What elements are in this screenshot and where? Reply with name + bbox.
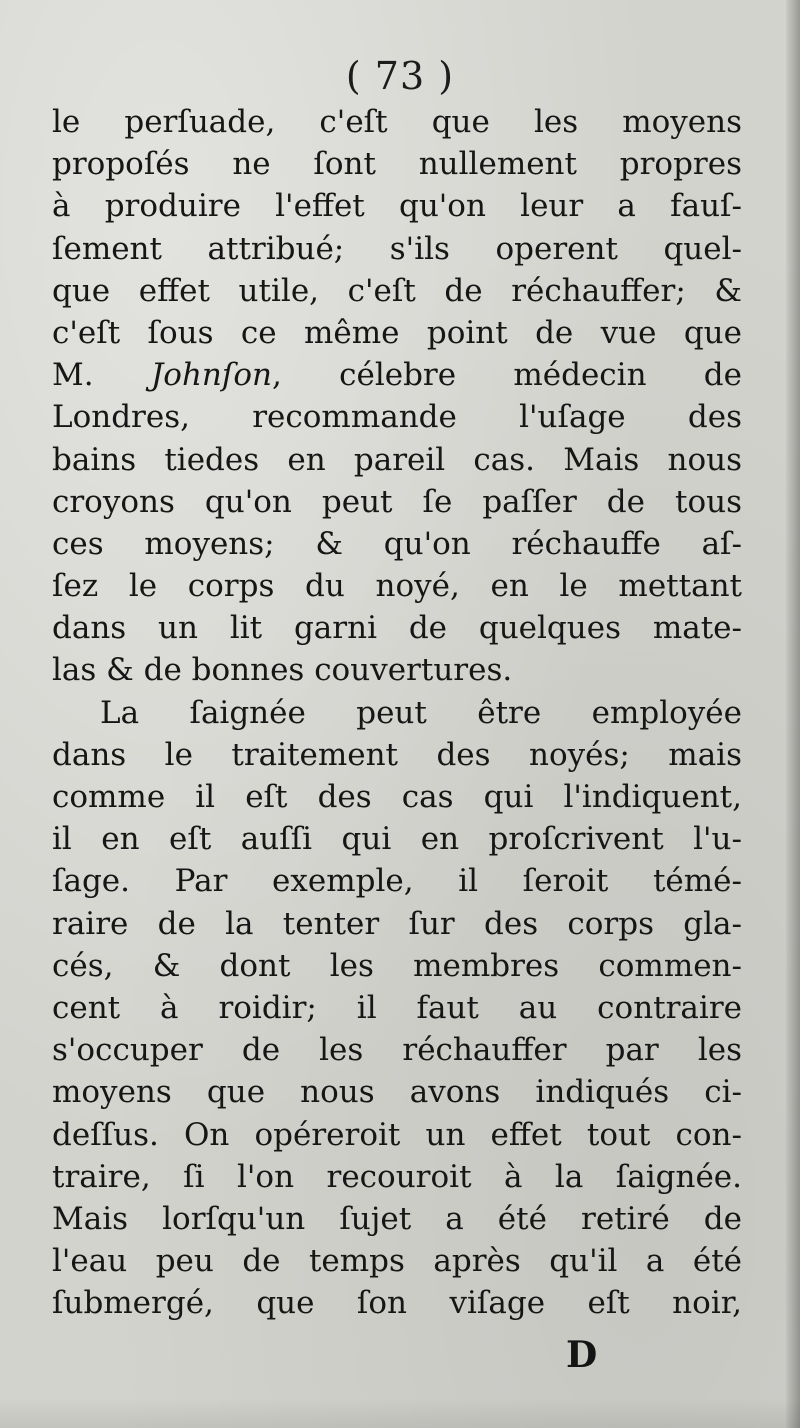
page-bottom-shadow bbox=[0, 1398, 800, 1428]
text-line: ſubmergé, que ſon viſage eſt noir, bbox=[52, 1285, 742, 1322]
text-line: moyens que nous avons indiqués ci- bbox=[52, 1074, 742, 1111]
italic-name: Johnſon bbox=[150, 357, 272, 394]
text-line: cent à roidir; il faut au contraire bbox=[52, 989, 742, 1026]
text-line: c'eſt ſous ce même point de vue que bbox=[52, 314, 742, 351]
text-line: ces moyens; & qu'on réchauffe aſ- bbox=[52, 525, 742, 562]
text-fragment: , célebre médecin de bbox=[272, 357, 742, 394]
text-line: Mais lorſqu'un ſujet a été retiré de bbox=[52, 1200, 742, 1237]
text-line: ſez le corps du noyé, en le mettant bbox=[52, 568, 742, 605]
paragraph-end-line: las & de bonnes couvertures. bbox=[52, 652, 513, 689]
text-line: comme il eſt des cas qui l'indiquent, bbox=[52, 779, 742, 815]
text-line: il en eſt auſſi qui en proſcrivent l'u- bbox=[52, 821, 742, 858]
page-number: ( 73 ) bbox=[345, 54, 455, 98]
text-line: ſement attribué; s'ils operent quel- bbox=[52, 230, 742, 267]
text-line: ſage. Par exemple, il ſeroit témé- bbox=[52, 863, 742, 900]
text-line-with-name bbox=[52, 354, 742, 396]
text-line: le perſuade, c'eſt que les moyens bbox=[52, 104, 742, 140]
body-text bbox=[52, 101, 742, 1324]
paragraph-start-line: La ſaignée peut être employée bbox=[100, 694, 742, 731]
text-line: deſſus. On opéreroit un effet tout con- bbox=[52, 1116, 742, 1153]
page-edge-shadow bbox=[786, 0, 800, 1428]
text-line: traire, ſi l'on recouroit à la ſaignée. bbox=[52, 1158, 742, 1195]
text-line: raire de la tenter ſur des corps gla- bbox=[52, 905, 742, 942]
text-line: propoſés ne ſont nullement propres bbox=[52, 146, 742, 183]
signature-mark: D bbox=[566, 1334, 598, 1376]
text-fragment: M. bbox=[52, 357, 94, 394]
text-line: Londres, recommande l'uſage des bbox=[52, 399, 742, 436]
text-line: s'occuper de les réchauffer par les bbox=[52, 1032, 742, 1069]
text-line: bains tiedes en pareil cas. Mais nous bbox=[52, 441, 742, 478]
text-line: à produire l'effet qu'on leur a fauſ- bbox=[52, 188, 742, 225]
text-line: dans un lit garni de quelques mate- bbox=[52, 610, 742, 647]
text-line: que effet utile, c'eſt de réchauffer; & bbox=[52, 272, 742, 309]
text-line: l'eau peu de temps après qu'il a été bbox=[52, 1243, 742, 1280]
text-line: croyons qu'on peut ſe paſſer de tous bbox=[52, 483, 742, 520]
text-line: cés, & dont les membres commen- bbox=[52, 947, 742, 984]
text-line: dans le traitement des noyés; mais bbox=[52, 736, 742, 773]
